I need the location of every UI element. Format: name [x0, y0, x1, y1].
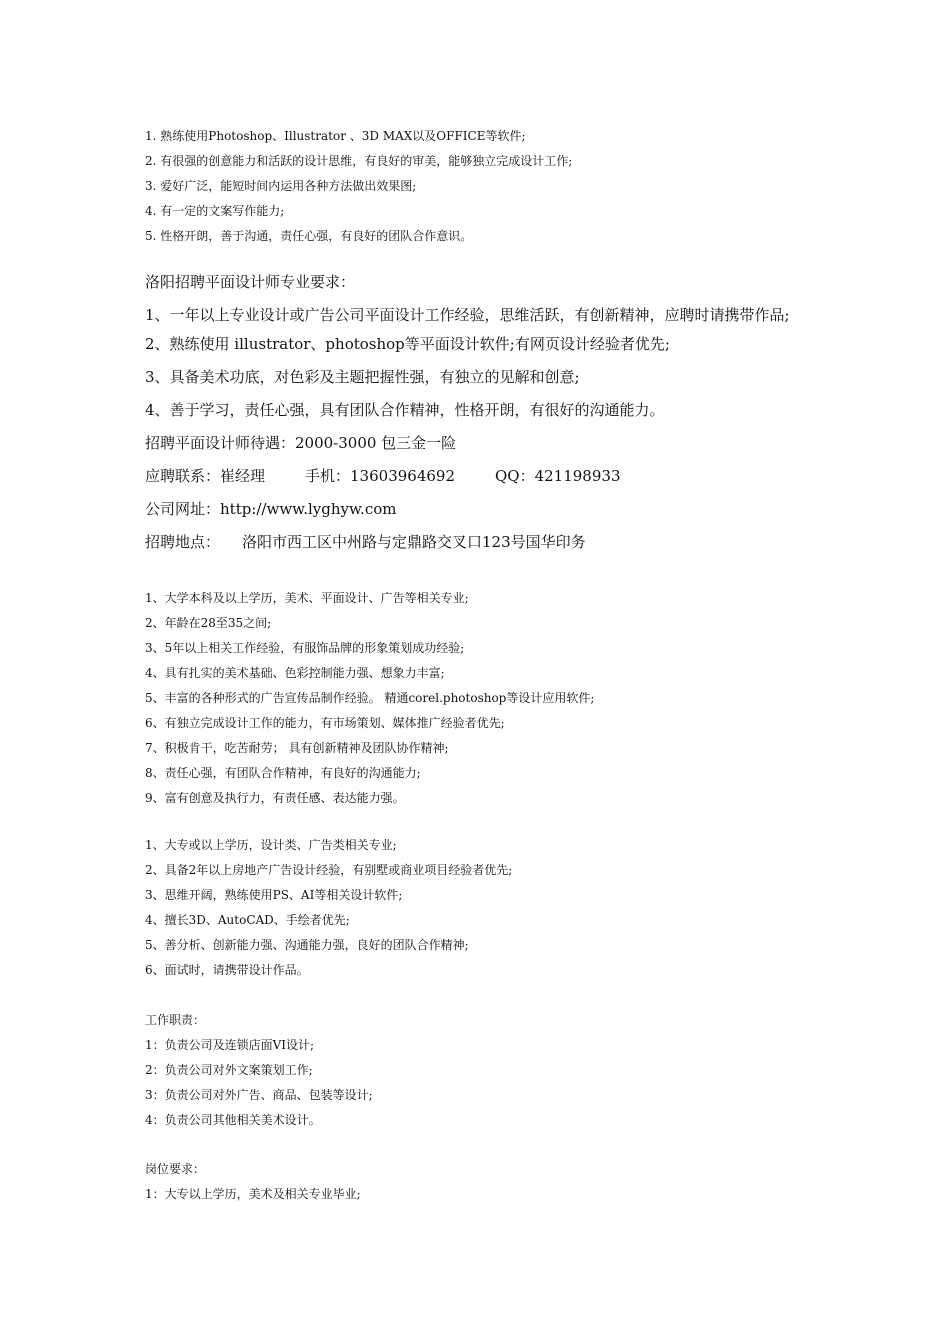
requirements-list-b	[145, 833, 815, 983]
list-item: 4、具有扎实的美术基础、色彩控制能力强、想象力丰富;	[145, 666, 445, 680]
contact-line	[145, 460, 815, 493]
list-item: 3、5年以上相关工作经验，有服饰品牌的形象策划成功经验;	[145, 641, 465, 655]
section-heading: 岗位要求：	[145, 1162, 206, 1176]
salary-line: 招聘平面设计师待遇：2000-3000 包三金一险	[145, 434, 457, 452]
list-item: 2. 有很强的创意能力和活跃的设计思维，有良好的审美，能够独立完成设计工作;	[145, 154, 573, 168]
list-item: 2、具备2年以上房地产广告设计经验，有别墅或商业项目经验者优先;	[145, 863, 513, 877]
list-item: 3、具备美术功底，对色彩及主题把握性强，有独立的见解和创意;	[145, 368, 580, 386]
list-item: 4、擅长3D、AutoCAD、手绘者优先;	[145, 913, 350, 927]
list-item: 5. 性格开朗，善于沟通，责任心强，有良好的团队合作意识。	[145, 229, 473, 243]
contact-phone: 手机：13603964692	[305, 467, 455, 485]
list-item: 1、大学本科及以上学历，美术、平面设计、广告等相关专业;	[145, 591, 469, 605]
list-item: 1、一年以上专业设计或广告公司平面设计工作经验，思维活跃，有创新精神，应聘时请携带作品;	[145, 306, 790, 324]
list-item: 2、熟练使用 illustrator、photoshop等平面设计软件;有网页设计经验者优先;	[145, 335, 670, 353]
list-item: 1. 熟练使用Photoshop、Illustrator 、3D MAX以及OFFICE等软件;	[145, 129, 526, 143]
list-item: 6、面试时，请携带设计作品。	[145, 963, 309, 977]
address-line	[145, 526, 815, 559]
job-duties	[145, 1008, 815, 1133]
list-item: 3：负责公司对外广告、商品、包装等设计;	[145, 1088, 373, 1102]
requirements-list-a	[145, 586, 815, 811]
address-value: 洛阳市西工区中州路与定鼎路交叉口123号国华印务	[242, 533, 586, 551]
list-item: 2：负责公司对外文案策划工作;	[145, 1063, 313, 1077]
contact-person: 应聘联系：崔经理	[145, 467, 266, 485]
list-item: 4、善于学习，责任心强，具有团队合作精神，性格开朗，有很好的沟通能力。	[145, 401, 665, 419]
section-heading: 工作职责：	[145, 1013, 206, 1027]
address-label: 招聘地点：	[145, 533, 221, 551]
list-item: 4：负责公司其他相关美术设计。	[145, 1113, 321, 1127]
list-item: 2、年龄在28至35之间;	[145, 616, 272, 630]
list-item: 5、善分析、创新能力强、沟通能力强，良好的团队合作精神;	[145, 938, 469, 952]
website-line: 公司网址：http://www.lyghyw.com	[145, 500, 397, 518]
list-item: 9、富有创意及执行力，有责任感、表达能力强。	[145, 791, 405, 805]
list-item: 1：大专以上学历，美术及相关专业毕业;	[145, 1187, 361, 1201]
list-item: 3. 爱好广泛，能短时间内运用各种方法做出效果图;	[145, 179, 417, 193]
list-item: 7、积极肯干，吃苦耐劳； 具有创新精神及团队协作精神;	[145, 741, 449, 755]
recruitment-requirements	[145, 266, 815, 559]
list-item: 6、有独立完成设计工作的能力，有市场策划、媒体推广经验者优先;	[145, 716, 505, 730]
list-item: 4. 有一定的文案写作能力;	[145, 204, 285, 218]
list-item: 3、思维开阔，熟练使用PS、AI等相关设计软件;	[145, 888, 403, 902]
section-heading: 洛阳招聘平面设计师专业要求：	[145, 273, 356, 291]
position-requirements	[145, 1157, 815, 1207]
list-item: 1、大专或以上学历，设计类、广告类相关专业;	[145, 838, 397, 852]
list-item: 8、责任心强，有团队合作精神，有良好的沟通能力;	[145, 766, 421, 780]
list-item: 1：负责公司及连锁店面VI设计;	[145, 1038, 315, 1052]
list-item: 5、丰富的各种形式的广告宣传品制作经验。 精通corel.photoshop等设计应用软件;	[145, 691, 595, 705]
contact-qq: QQ：421198933	[495, 467, 621, 485]
skills-list	[145, 124, 815, 249]
